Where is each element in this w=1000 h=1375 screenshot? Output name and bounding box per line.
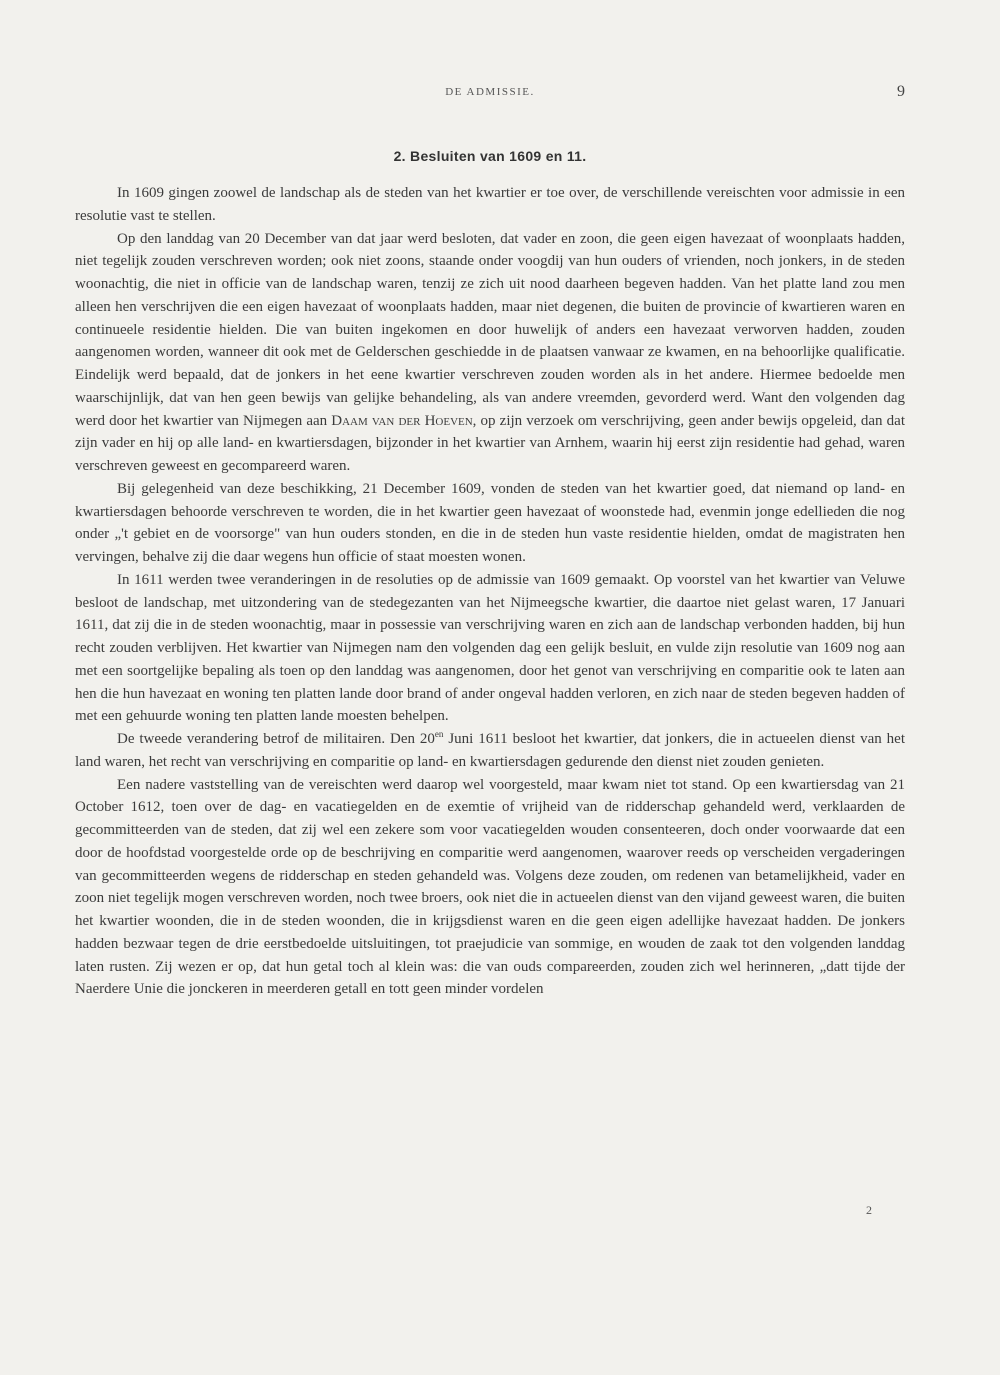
running-head: [75, 83, 905, 106]
paragraph-4: In 1611 werden twee veranderingen in de resoluties op de admissie van 1609 gemaakt. Op voorstel van het kwartier van Veluwe besloot de landschap, met uitzondering van de stedegezanten van het Nijmeegsche kwartier, die daartoe niet gelast waren, 17 Januari 1611, dat zij die in de steden woonachtig, maar in possessie van verschrijving waren en zich aan de landschap verbonden hadden, bij hun recht zouden verblijven. Het kwartier van Nijmegen nam den volgenden dag een gelijk besluit, en vulde zijn resolutie van 1609 nog aan met een soortgelijke bepaling als toen op den landdag was aangenomen, door het genot van verschrijving en comparitie ook te laten aan hen die hun havezaat en woning ten platten lande door brand of ander ongeval hadden verloren, en zich naar de steden begeven hadden of met een gehuurde woning ten platten lande moesten behelpen.: [75, 571, 905, 725]
running-title: DE ADMISSIE.: [445, 86, 535, 98]
paragraph-2-tail: , op zijn verzoek om verschrijving, geen ander bewijs opgeleid, dan dat zijn vader en hij op alle land- en kwartiersdagen, bijzonder in het kwartier van Arnhem, waarin hij eerst zijn residentie had gehad, waren verschreven geweest en gecompareerd waren.: [75, 412, 905, 474]
ordinal-superscript: en: [434, 729, 444, 739]
person-name: Daam van der Hoeven: [331, 412, 473, 429]
paragraph-6: Een nadere vaststelling van de vereischten werd daarop wel voorgesteld, maar kwam niet tot stand. Op een kwartiersdag van 21 October 1612, toen over de dag- en vacatiegelden en de exemtie of vrijheid van de ridderschap gehandeld werd, verklaarden de gecommitteerden van de steden, dat zij wel een zekere som voor vacatiegelden wouden consenteeren, doch onder voorwaarde dat een door de hoofdstad voorgestelde orde op de beschrijving en comparitie werd aangenomen, waarover reeds op verscheiden vergaderingen van gecommitteerden wegens de ridderschap en steden gehandeld was. Volgens deze zouden, om redenen van betamelijkheid, vader en zoon niet tegelijk mogen verschreven worden, noch twee broers, ook niet die in actueelen dienst van den vijand geweest waren, die buiten het kwartier woonden, die in de steden woonden, die in krijgsdienst waren en die geen eigen adellijke havezaat hadden. De jonkers hadden bezwaar tegen de drie eerstbedoelde uitsluitingen, tot praejudicie van sommige, en wouden de zaak tot den volgenden landdag laten rusten. Zij wezen er op, dat hun getal toch al klein was: die van ouds compareerden, zouden zich wel herinneren, „datt tijde der Naerdere Unie die jonckeren in meerderen getall en tott geen minder vordelen: [75, 776, 905, 998]
body-text: [75, 182, 905, 1001]
paragraph-5: [75, 728, 905, 774]
signature-mark: 2: [866, 1203, 872, 1217]
page-number: 9: [897, 83, 905, 100]
paragraph-3: Bij gelegenheid van deze beschikking, 21 December 1609, vonden de steden van het kwartier goed, dat niemand op land- en kwartiersdagen behoorde verschreven te worden, die in het kwartier geen havezaat of woonstede had, evenmin jonge edellieden die nog onder „'t gebiet en de voorsorge" van hun ouders stonden, en die in de steden hun vaste residentie hielden, omdat de magistraten hen vervingen, behalve zij die daar wegens hun officie of staat moesten wonen.: [75, 480, 905, 565]
paragraph-2: [75, 228, 905, 478]
paragraph-5-head: De tweede verandering betrof de militairen. Den 20: [117, 731, 435, 747]
paragraph-2-text: Op den landdag van 20 December van dat jaar werd besloten, dat vader en zoon, die geen eigen havezaat of woonplaats hadden, niet tegelijk zouden verschreven worden; ook niet zoons, staande onder voogdij van hun ouders of vrienden, noch jonkers, in de steden woonachtig, die niet in officie van de landschap waren, tenzij ze zich uit nood daarheen begeven hadden. Van het platte land zou men alleen hen verschrijven die een eigen havezaat of woonplaats hadden, maar niet degenen, die buiten de provincie of kwartieren waren en continueele residentie hielden. Die van buiten ingekomen en door huwelijk of anders een havezaat verworven hadden, zouden aangenomen worden, wanneer dit ook met de Gelderschen geschiedde in de plaatsen vanwaar ze kwamen, en na behoorlijke qualificatie. Eindelijk werd bepaald, dat de jonkers in het eene kwartier verschreven zouden worden als in het andere. Hiermee bedoelde men waarschijnlijk, dat van hen geen bewijs van gelijke behandeling, als van andere vreemden, gevorderd werd. Want den volgenden dag werd door het kwartier van Nijmegen aan: [75, 230, 905, 429]
paragraph-1: In 1609 gingen zoowel de landschap als de steden van het kwartier er toe over, de verschillende vereischten voor admissie in een resolutie vast te stellen.: [75, 185, 905, 224]
section-heading: 2. Besluiten van 1609 en 11.: [393, 148, 587, 164]
paragraph-5-tail: Juni 1611 besloot het kwartier, dat jonkers, die in actueelen dienst van het land waren, het recht van verschrijving en comparitie op land- en kwartiersdagen gedurende den dienst niet zouden genieten.: [75, 731, 905, 770]
